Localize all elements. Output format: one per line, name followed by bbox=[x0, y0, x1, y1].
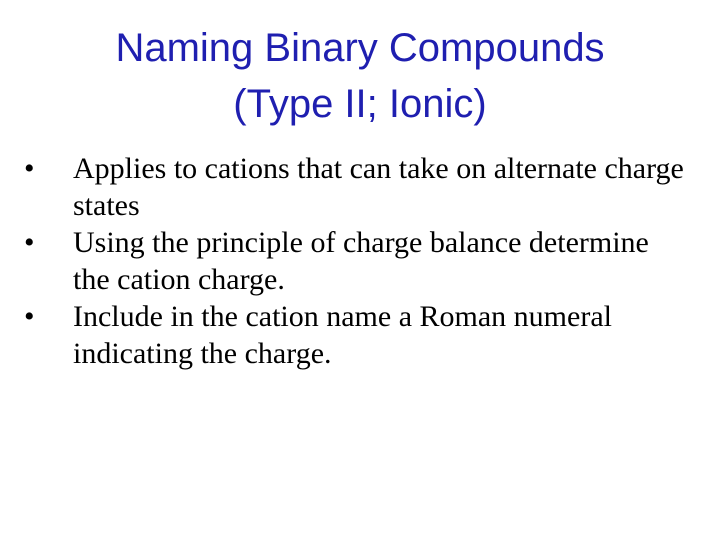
bullet-icon: • bbox=[24, 300, 35, 333]
bullet-item-2 bbox=[24, 224, 684, 298]
title-line-1: Naming Binary Compounds bbox=[115, 26, 605, 70]
bullet-list bbox=[24, 150, 684, 372]
bullet-item-1 bbox=[24, 150, 684, 224]
bullet-icon: • bbox=[24, 226, 35, 259]
bullet-text-2: Using the principle of charge balance determine the cation charge. bbox=[73, 226, 649, 296]
slide-title bbox=[40, 20, 680, 132]
bullet-icon: • bbox=[24, 152, 35, 185]
bullet-text-1: Applies to cations that can take on alternate charge states bbox=[73, 152, 684, 222]
bullet-text-3: Include in the cation name a Roman numeral indicating the charge. bbox=[73, 300, 612, 370]
title-line-2: (Type II; Ionic) bbox=[233, 82, 487, 126]
bullet-item-3 bbox=[24, 298, 684, 372]
